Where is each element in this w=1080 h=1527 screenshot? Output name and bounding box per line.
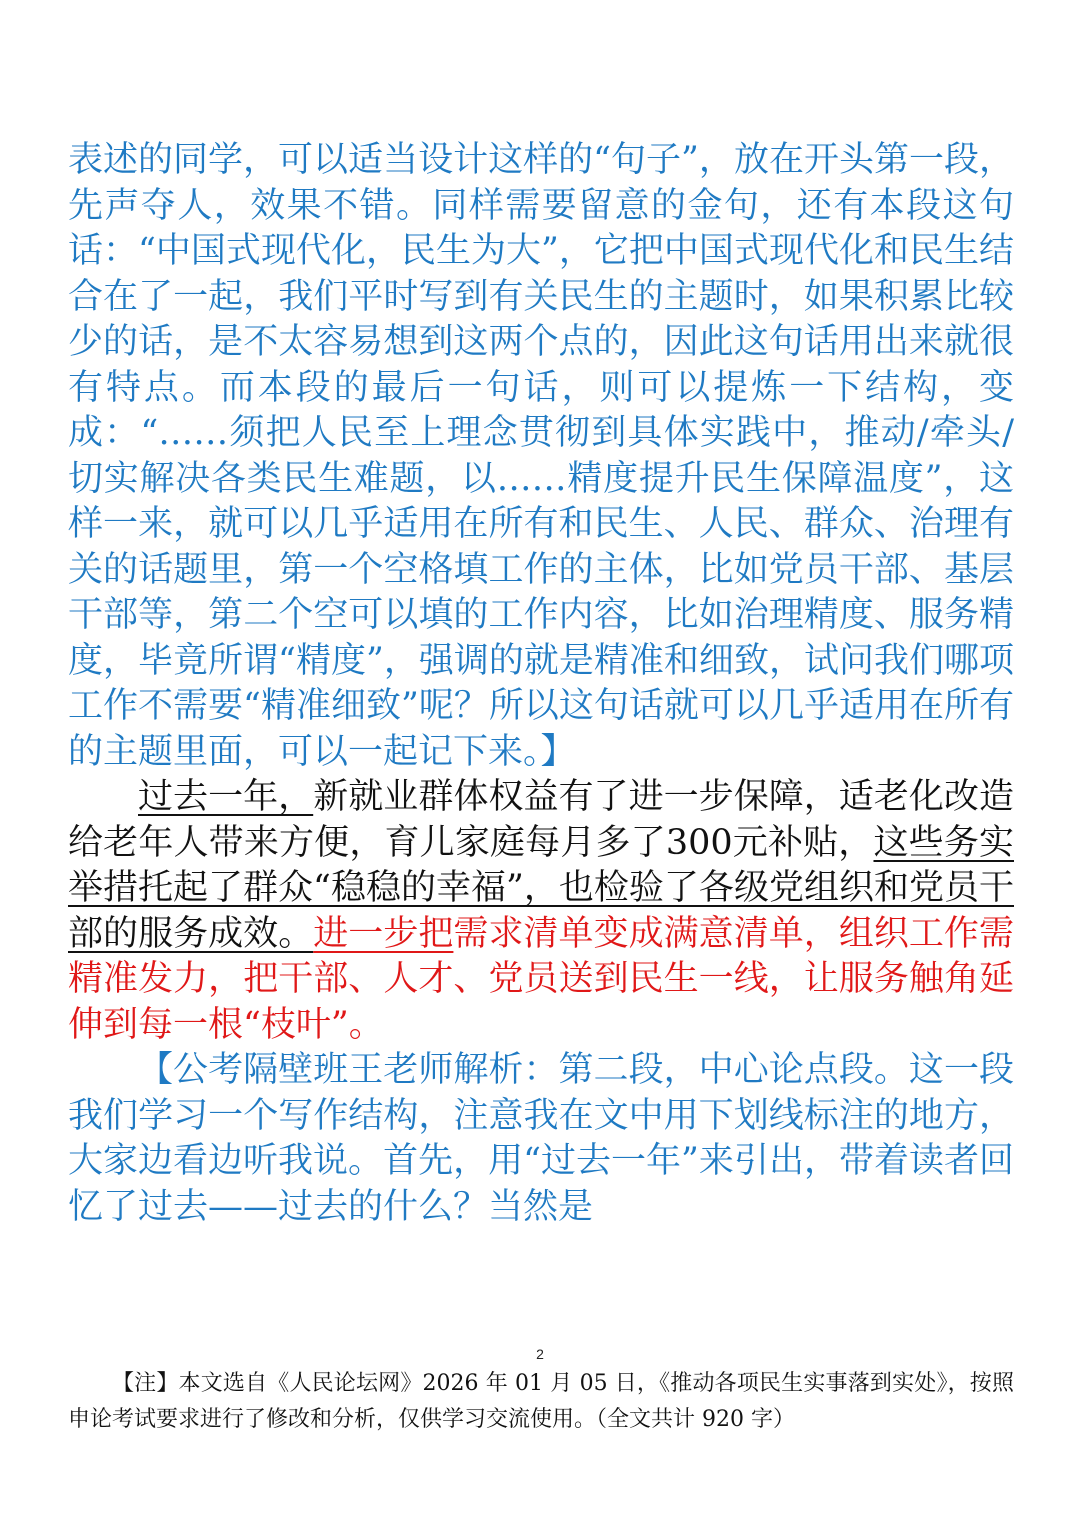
underlined-phrase-further: 进一步把 [313,913,454,954]
highlighted-sentence: 需求清单变成满意清单，组织工作需精准发力，把干部、人才、党员送到民生一线，让服务触角延伸到每一根“枝叶”。 [68,913,1014,1045]
article-text-segment: 新就业群体权益有了进一步保障，适老化改造给老年人带来方便，育儿家庭每月多了300元补贴， [68,777,1014,863]
analysis-paragraph-continued: 表述的同学，可以适当设计这样的“句子”，放在开头第一段，先声夺人，效果不错。同样需要留意的金句，还有本段这句话：“中国式现代化，民生为大”，它把中国式现代化和民生结合在了一起，我们平时写到有关民生的主题时，如果积累比较少的话，是不太容易想到这两个点的，因此这句话用出来就很有特点。而本段的最后一句话，则可以提炼一下结构，变成：“……须把人民至上理念贯彻到具体实践中，推动/牵头/切实解决各类民生难题，以……精度提升民生保障温度”，这样一来，就可以几乎适用在所有和民生、人民、群众、治理有关的话题里，第一个空格填工作的主体，比如党员干部、基层干部等，第二个空可以填的工作内容，比如治理精度、服务精度，毕竟所谓“精度”，强调的就是精准和细致，试问我们哪项工作不需要“精准细致”呢？所以这句话就可以几乎适用在所有的主题里面，可以一起记下来。】 [68,140,1014,772]
footnote [68,1366,1014,1438]
analysis-paragraph: 【公考隔壁班王老师解析：第二段，中心论点段。这一段我们学习一个写作结构，注意我在文中用下划线标注的地方，大家边看边听我说。首先，用“过去一年”来引出，带着读者回忆了过去——过去的什么？当然是 [68,1050,1014,1227]
body-text [68,138,1014,1230]
underlined-phrase-past-year: 过去一年， [138,777,314,817]
page-number: 2 [536,1346,544,1362]
article-paragraph [68,775,1014,1048]
footnote-text: 【注】本文选自《人民论坛网》2026 年 01 月 05 日，《推动各项民生实事落到实处》，按照申论考试要求进行了修改和分析，仅供学习交流使用。（全文共计 920 字） [68,1371,1014,1432]
underlined-sentence-results: 这些务实举措托起了群众“稳稳的幸福”，也检验了各级党组织和党员干部的服务成效。 [68,822,1014,954]
